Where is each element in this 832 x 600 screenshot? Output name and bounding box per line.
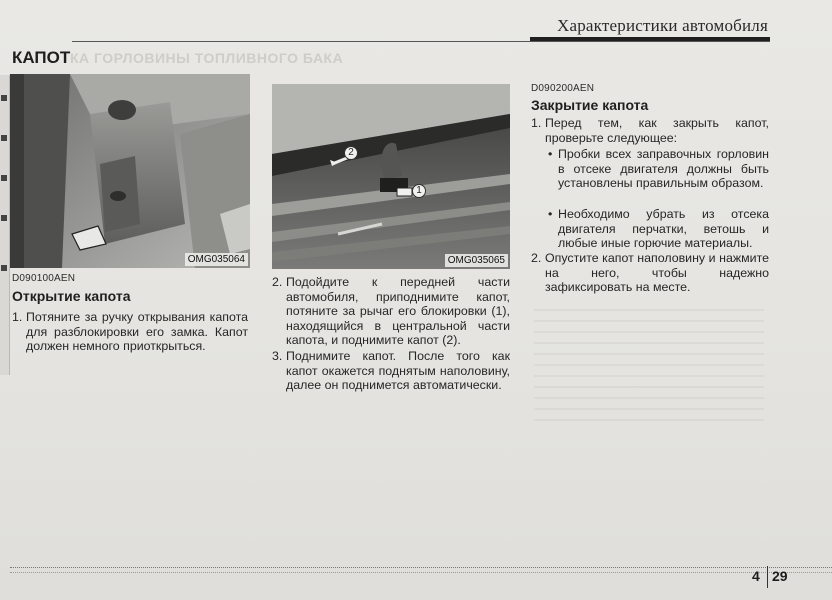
bleed-through-lines — [534, 300, 764, 430]
opening-step-3: 3. Поднимите капот. После того как капот окажется поднятым наполовину, далее он поднимется автоматически. — [272, 349, 510, 393]
binding-edge — [0, 75, 10, 375]
figure-code: OMG035065 — [445, 254, 508, 267]
bleed-through-text: КА ГОРЛОВИНЫ ТОПЛИВНОГО БАКА — [70, 50, 344, 66]
header-rule — [72, 41, 770, 42]
section-code: D090200AEN — [531, 83, 595, 94]
callout-1: 1 — [412, 184, 426, 198]
figure-hood-release — [10, 74, 250, 268]
section-code: D090100AEN — [12, 273, 76, 284]
chapter-number: 4 — [752, 568, 760, 584]
hood-release-handle-photo — [10, 74, 250, 268]
page-number: 29 — [772, 568, 788, 584]
callout-2: 2 — [344, 146, 358, 160]
footer-rule-2 — [10, 572, 832, 573]
closing-heading: Закрытие капота — [531, 97, 649, 113]
figure-code: OMG035064 — [185, 253, 248, 266]
hood-latch-lever-photo — [272, 84, 510, 269]
opening-heading: Открытие капота — [12, 288, 131, 304]
opening-step-1: 1. Потяните за ручку открывания капота для разблокировки его замка. Капот должен немного приоткрыться. — [12, 310, 248, 354]
closing-step-2: 2. Опустите капот наполовину и нажмите на него, чтобы надежно зафиксировать на месте. — [531, 251, 769, 295]
section-title: КАПОТ — [12, 48, 71, 67]
opening-step-2: 2. Подойдите к передней части автомобиля, приподнимите капот, потяните за рычаг его блокировки (1), находящийся в центральной части капота, и поднимите капот (2). — [272, 275, 510, 348]
page-number-separator — [767, 566, 768, 588]
closing-bullet-2: • Необходимо убрать из отсека двигателя перчатки, ветошь и любые иные горючие материалы. — [548, 207, 769, 251]
closing-step-1: 1. Перед тем, как закрыть капот, проверьте следующее: — [531, 116, 769, 145]
footer-rule — [10, 567, 832, 568]
chapter-title: Характеристики автомобиля — [557, 16, 768, 35]
figure-hood-latch — [272, 84, 510, 269]
closing-bullet-1: • Пробки всех заправочных горловин в отсеке двигателя должны быть установлены правильным образом. — [548, 147, 769, 191]
